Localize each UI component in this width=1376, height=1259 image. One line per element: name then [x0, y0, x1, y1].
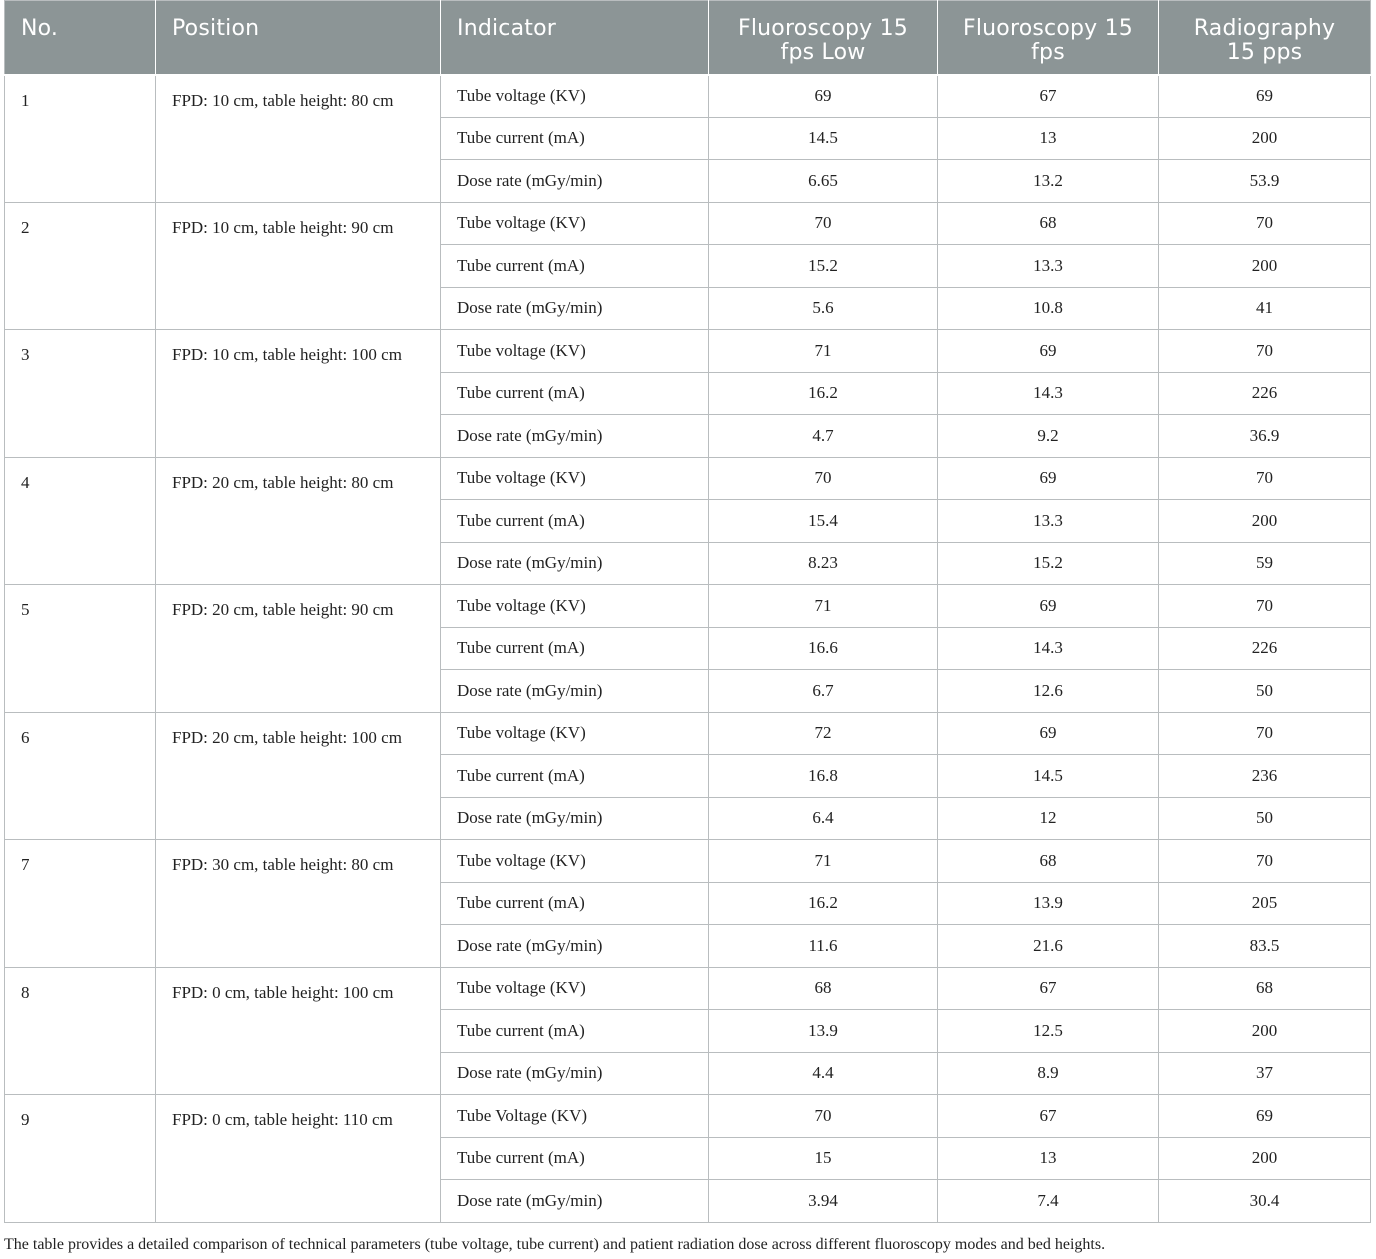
cell-radiography: 36.9	[1159, 415, 1371, 458]
cell-number: 2	[5, 202, 156, 330]
cell-fluoroscopy-low: 14.5	[709, 117, 938, 160]
header-radiography	[1159, 1, 1371, 75]
cell-indicator: Tube voltage (KV)	[441, 75, 709, 118]
cell-fluoroscopy: 12	[938, 797, 1159, 840]
parameters-table	[4, 0, 1371, 1223]
cell-indicator: Tube current (mA)	[441, 500, 709, 543]
cell-fluoroscopy: 14.3	[938, 627, 1159, 670]
cell-radiography: 200	[1159, 1010, 1371, 1053]
cell-radiography: 226	[1159, 627, 1371, 670]
cell-number: 9	[5, 1095, 156, 1223]
cell-fluoroscopy: 67	[938, 967, 1159, 1010]
cell-indicator: Tube current (mA)	[441, 882, 709, 925]
cell-fluoroscopy-low: 4.4	[709, 1052, 938, 1095]
cell-fluoroscopy-low: 72	[709, 712, 938, 755]
cell-fluoroscopy-low: 71	[709, 585, 938, 628]
cell-position: FPD: 10 cm, table height: 90 cm	[156, 202, 441, 330]
cell-indicator: Dose rate (mGy/min)	[441, 542, 709, 585]
cell-fluoroscopy: 12.5	[938, 1010, 1159, 1053]
cell-fluoroscopy: 13.3	[938, 500, 1159, 543]
cell-fluoroscopy-low: 15.4	[709, 500, 938, 543]
table-row	[5, 967, 1371, 1010]
cell-fluoroscopy-low: 16.2	[709, 372, 938, 415]
cell-number: 3	[5, 330, 156, 458]
cell-position: FPD: 10 cm, table height: 80 cm	[156, 75, 441, 203]
cell-radiography: 41	[1159, 287, 1371, 330]
cell-indicator: Tube voltage (KV)	[441, 330, 709, 373]
cell-radiography: 70	[1159, 202, 1371, 245]
table-row	[5, 457, 1371, 500]
cell-radiography: 200	[1159, 500, 1371, 543]
cell-fluoroscopy: 14.3	[938, 372, 1159, 415]
cell-fluoroscopy-low: 70	[709, 457, 938, 500]
cell-radiography: 50	[1159, 797, 1371, 840]
cell-indicator: Tube voltage (KV)	[441, 712, 709, 755]
cell-number: 8	[5, 967, 156, 1095]
cell-fluoroscopy-low: 11.6	[709, 925, 938, 968]
cell-radiography: 200	[1159, 245, 1371, 288]
cell-indicator: Tube voltage (KV)	[441, 202, 709, 245]
cell-radiography: 70	[1159, 712, 1371, 755]
cell-radiography: 68	[1159, 967, 1371, 1010]
cell-radiography: 69	[1159, 75, 1371, 118]
cell-indicator: Tube current (mA)	[441, 117, 709, 160]
cell-fluoroscopy: 10.8	[938, 287, 1159, 330]
cell-fluoroscopy-low: 5.6	[709, 287, 938, 330]
cell-position: FPD: 20 cm, table height: 90 cm	[156, 585, 441, 713]
cell-fluoroscopy: 8.9	[938, 1052, 1159, 1095]
header-no: No.	[5, 1, 156, 75]
cell-indicator: Dose rate (mGy/min)	[441, 925, 709, 968]
header-position: Position	[156, 1, 441, 75]
cell-fluoroscopy-low: 70	[709, 1095, 938, 1138]
cell-radiography: 83.5	[1159, 925, 1371, 968]
cell-indicator: Dose rate (mGy/min)	[441, 1180, 709, 1223]
cell-fluoroscopy: 69	[938, 712, 1159, 755]
header-fluoroscopy	[938, 1, 1159, 75]
header-row	[5, 1, 1371, 75]
cell-indicator: Tube current (mA)	[441, 1137, 709, 1180]
cell-position: FPD: 0 cm, table height: 100 cm	[156, 967, 441, 1095]
cell-position: FPD: 20 cm, table height: 100 cm	[156, 712, 441, 840]
cell-fluoroscopy: 67	[938, 75, 1159, 118]
cell-radiography: 37	[1159, 1052, 1371, 1095]
table-container	[4, 0, 1370, 1223]
cell-fluoroscopy-low: 6.4	[709, 797, 938, 840]
cell-indicator: Tube current (mA)	[441, 245, 709, 288]
cell-indicator: Tube voltage (KV)	[441, 457, 709, 500]
cell-indicator: Tube current (mA)	[441, 1010, 709, 1053]
cell-fluoroscopy: 21.6	[938, 925, 1159, 968]
cell-indicator: Dose rate (mGy/min)	[441, 415, 709, 458]
cell-fluoroscopy: 69	[938, 585, 1159, 628]
cell-radiography: 226	[1159, 372, 1371, 415]
header-radiography-line2: 15 pps	[1226, 40, 1303, 65]
cell-fluoroscopy-low: 4.7	[709, 415, 938, 458]
cell-radiography: 205	[1159, 882, 1371, 925]
cell-fluoroscopy: 68	[938, 202, 1159, 245]
cell-indicator: Tube voltage (KV)	[441, 967, 709, 1010]
cell-position: FPD: 0 cm, table height: 110 cm	[156, 1095, 441, 1223]
cell-indicator: Tube current (mA)	[441, 755, 709, 798]
table-row	[5, 840, 1371, 883]
cell-radiography: 50	[1159, 670, 1371, 713]
cell-radiography: 53.9	[1159, 160, 1371, 203]
cell-fluoroscopy: 69	[938, 457, 1159, 500]
cell-indicator: Tube current (mA)	[441, 627, 709, 670]
cell-fluoroscopy: 13.9	[938, 882, 1159, 925]
cell-fluoroscopy-low: 6.65	[709, 160, 938, 203]
header-fluoroscopy-line1: Fluoroscopy 15	[963, 16, 1133, 41]
cell-indicator: Tube current (mA)	[441, 372, 709, 415]
header-fluoroscopy-low-line2: fps Low	[780, 40, 866, 65]
cell-fluoroscopy-low: 3.94	[709, 1180, 938, 1223]
cell-number: 5	[5, 585, 156, 713]
cell-fluoroscopy-low: 69	[709, 75, 938, 118]
cell-fluoroscopy: 69	[938, 330, 1159, 373]
cell-position: FPD: 20 cm, table height: 80 cm	[156, 457, 441, 585]
cell-radiography: 70	[1159, 457, 1371, 500]
cell-radiography: 30.4	[1159, 1180, 1371, 1223]
cell-fluoroscopy: 14.5	[938, 755, 1159, 798]
header-radiography-line1: Radiography	[1193, 16, 1336, 41]
cell-position: FPD: 10 cm, table height: 100 cm	[156, 330, 441, 458]
cell-fluoroscopy-low: 71	[709, 840, 938, 883]
table-row	[5, 712, 1371, 755]
cell-fluoroscopy-low: 71	[709, 330, 938, 373]
cell-indicator: Tube Voltage (KV)	[441, 1095, 709, 1138]
table-row	[5, 75, 1371, 118]
table-row	[5, 330, 1371, 373]
cell-fluoroscopy: 12.6	[938, 670, 1159, 713]
cell-fluoroscopy: 9.2	[938, 415, 1159, 458]
cell-fluoroscopy: 68	[938, 840, 1159, 883]
cell-number: 1	[5, 75, 156, 203]
cell-fluoroscopy: 13	[938, 1137, 1159, 1180]
cell-fluoroscopy: 13.2	[938, 160, 1159, 203]
cell-radiography: 70	[1159, 585, 1371, 628]
cell-fluoroscopy: 7.4	[938, 1180, 1159, 1223]
cell-radiography: 69	[1159, 1095, 1371, 1138]
header-indicator: Indicator	[441, 1, 709, 75]
table-body	[5, 75, 1371, 1223]
cell-fluoroscopy-low: 16.6	[709, 627, 938, 670]
cell-fluoroscopy-low: 16.8	[709, 755, 938, 798]
cell-fluoroscopy: 13	[938, 117, 1159, 160]
cell-radiography: 200	[1159, 1137, 1371, 1180]
cell-radiography: 236	[1159, 755, 1371, 798]
cell-indicator: Tube voltage (KV)	[441, 840, 709, 883]
header-fluoroscopy-low	[709, 1, 938, 75]
cell-fluoroscopy-low: 6.7	[709, 670, 938, 713]
cell-radiography: 70	[1159, 330, 1371, 373]
cell-fluoroscopy-low: 13.9	[709, 1010, 938, 1053]
table-caption: The table provides a detailed comparison of technical parameters (tube voltage, tube current) and patient radiation dose across different fluoroscopy modes and bed heights.	[4, 1236, 1106, 1253]
cell-fluoroscopy: 13.3	[938, 245, 1159, 288]
cell-indicator: Tube voltage (KV)	[441, 585, 709, 628]
cell-fluoroscopy-low: 8.23	[709, 542, 938, 585]
cell-number: 7	[5, 840, 156, 968]
cell-fluoroscopy: 15.2	[938, 542, 1159, 585]
cell-indicator: Dose rate (mGy/min)	[441, 287, 709, 330]
cell-number: 6	[5, 712, 156, 840]
table-row	[5, 585, 1371, 628]
cell-fluoroscopy-low: 16.2	[709, 882, 938, 925]
cell-fluoroscopy-low: 15	[709, 1137, 938, 1180]
cell-position: FPD: 30 cm, table height: 80 cm	[156, 840, 441, 968]
header-fluoroscopy-low-line1: Fluoroscopy 15	[738, 16, 908, 41]
cell-fluoroscopy-low: 68	[709, 967, 938, 1010]
cell-indicator: Dose rate (mGy/min)	[441, 670, 709, 713]
cell-radiography: 70	[1159, 840, 1371, 883]
cell-indicator: Dose rate (mGy/min)	[441, 160, 709, 203]
cell-indicator: Dose rate (mGy/min)	[441, 1052, 709, 1095]
table-row	[5, 1095, 1371, 1138]
cell-fluoroscopy: 67	[938, 1095, 1159, 1138]
cell-radiography: 59	[1159, 542, 1371, 585]
cell-fluoroscopy-low: 70	[709, 202, 938, 245]
cell-radiography: 200	[1159, 117, 1371, 160]
header-fluoroscopy-line2: fps	[1031, 40, 1065, 65]
table-row	[5, 202, 1371, 245]
cell-fluoroscopy-low: 15.2	[709, 245, 938, 288]
cell-number: 4	[5, 457, 156, 585]
table-header	[5, 1, 1371, 75]
cell-indicator: Dose rate (mGy/min)	[441, 797, 709, 840]
